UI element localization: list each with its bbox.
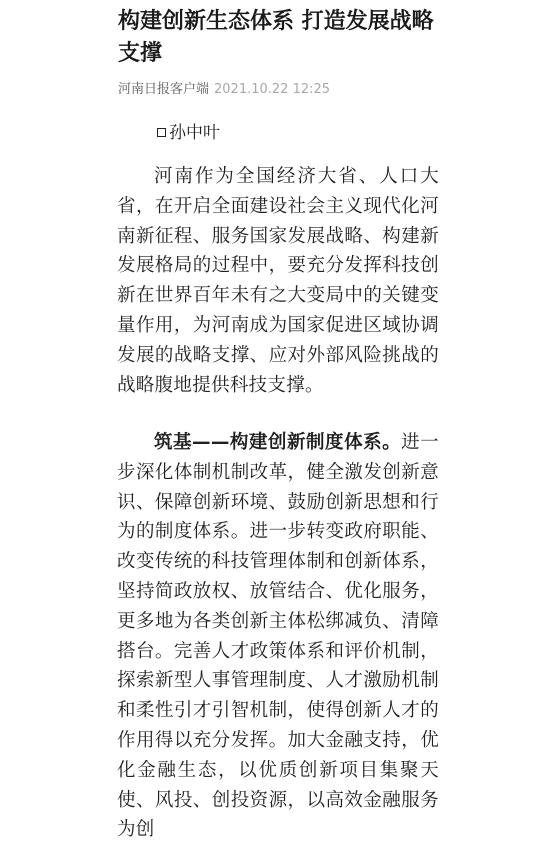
paragraph-2-text: 进一步深化体制机制改革，健全激发创新意识、保障创新环境、鼓励创新思想和行为的制度体系。进一步转变政府职能、改变传统的科技管理体制和创新体系，坚持简政放权、放管结合、优化服务，更多地为各类创新主体松绑减负、清障搭台。完善人才政策体系和评价机制，探索新型人事管理制度、人才激励机制和柔性引才引智机制，使得创新人才的作用得以充分发挥。加大金融支持，优化金融生态，以优质创新项目集聚天使、风投、创投资源，以高效金融服务为创 — [117, 432, 439, 841]
paragraph-2-lead: 筑基——构建创新制度体系。 — [154, 432, 402, 453]
author-name: 孙中叶 — [169, 123, 220, 143]
paragraph-1: 河南作为全国经济大省、人口大省，在开启全面建设社会主义现代化河南新征程、服务国家发展战略、构建新发展格局的过程中，要充分发挥科技创新在世界百年未有之大变局中的关键变量作用，为河南成为国家促进区域协调发展的战略支撑、应对外部风险挑战的战略腹地提供科技支撑。 — [117, 166, 439, 396]
author-line — [157, 121, 220, 145]
article-source[interactable]: 河南日报客户端 — [118, 82, 210, 97]
paragraph-2 — [117, 428, 439, 845]
article-meta — [118, 80, 330, 100]
article-datetime: 2021.10.22 12:25 — [214, 82, 331, 97]
article-title: 构建创新生态体系 打造发展战略支撑 — [118, 9, 434, 66]
square-bullet-icon — [157, 128, 166, 137]
